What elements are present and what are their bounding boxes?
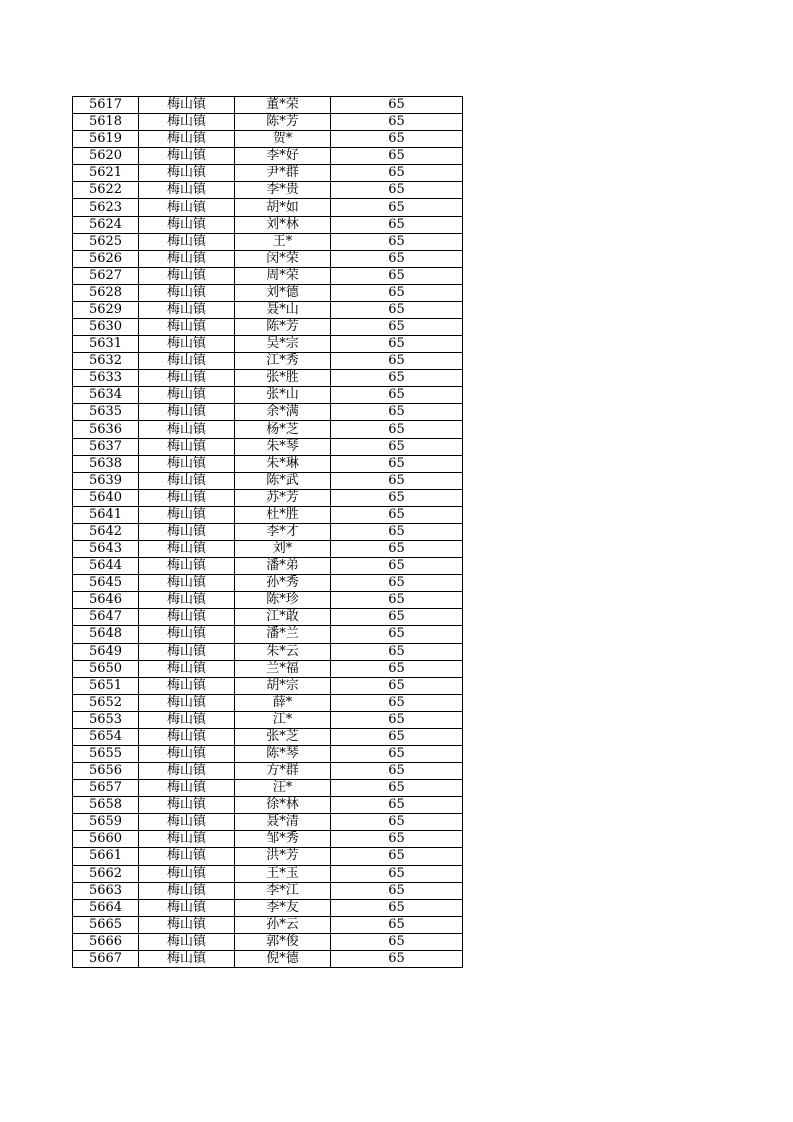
row-id-cell: 5638	[73, 455, 139, 472]
row-town-cell: 梅山镇	[139, 950, 235, 967]
row-town-cell: 梅山镇	[139, 301, 235, 318]
row-id-cell: 5637	[73, 438, 139, 455]
row-amount-cell: 65	[331, 728, 463, 745]
row-amount-cell: 65	[331, 97, 463, 114]
row-amount-cell: 65	[331, 301, 463, 318]
row-name-cell: 陈*芳	[235, 114, 331, 131]
table-row	[73, 933, 463, 950]
row-amount-cell: 65	[331, 421, 463, 438]
row-name-cell: 吴*宗	[235, 336, 331, 353]
table-row	[73, 182, 463, 199]
row-town-cell: 梅山镇	[139, 336, 235, 353]
table-row	[73, 643, 463, 660]
row-id-cell: 5644	[73, 558, 139, 575]
table-row	[73, 728, 463, 745]
row-id-cell: 5664	[73, 899, 139, 916]
row-id-cell: 5642	[73, 523, 139, 540]
table-row	[73, 592, 463, 609]
row-id-cell: 5631	[73, 336, 139, 353]
row-town-cell: 梅山镇	[139, 882, 235, 899]
row-name-cell: 苏*芳	[235, 489, 331, 506]
row-name-cell: 聂*山	[235, 301, 331, 318]
table-row	[73, 404, 463, 421]
row-amount-cell: 65	[331, 899, 463, 916]
table-row	[73, 370, 463, 387]
row-id-cell: 5651	[73, 677, 139, 694]
row-id-cell: 5626	[73, 250, 139, 267]
row-name-cell: 孙*云	[235, 916, 331, 933]
row-name-cell: 刘*德	[235, 284, 331, 301]
table-row	[73, 626, 463, 643]
row-id-cell: 5667	[73, 950, 139, 967]
row-id-cell: 5635	[73, 404, 139, 421]
row-amount-cell: 65	[331, 626, 463, 643]
row-amount-cell: 65	[331, 882, 463, 899]
table-row	[73, 916, 463, 933]
row-town-cell: 梅山镇	[139, 233, 235, 250]
row-town-cell: 梅山镇	[139, 319, 235, 336]
row-amount-cell: 65	[331, 182, 463, 199]
row-name-cell: 闵*荣	[235, 250, 331, 267]
table-row	[73, 763, 463, 780]
row-name-cell: 刘*林	[235, 216, 331, 233]
row-name-cell: 王*	[235, 233, 331, 250]
row-id-cell: 5648	[73, 626, 139, 643]
row-amount-cell: 65	[331, 865, 463, 882]
row-name-cell: 李*贵	[235, 182, 331, 199]
row-town-cell: 梅山镇	[139, 404, 235, 421]
row-name-cell: 聂*清	[235, 814, 331, 831]
table-row	[73, 558, 463, 575]
row-town-cell: 梅山镇	[139, 592, 235, 609]
row-id-cell: 5650	[73, 660, 139, 677]
row-town-cell: 梅山镇	[139, 814, 235, 831]
row-town-cell: 梅山镇	[139, 353, 235, 370]
row-town-cell: 梅山镇	[139, 541, 235, 558]
row-amount-cell: 65	[331, 848, 463, 865]
row-name-cell: 贺*	[235, 131, 331, 148]
row-name-cell: 胡*如	[235, 199, 331, 216]
row-town-cell: 梅山镇	[139, 370, 235, 387]
table-row	[73, 694, 463, 711]
row-id-cell: 5624	[73, 216, 139, 233]
table-row	[73, 677, 463, 694]
row-name-cell: 兰*福	[235, 660, 331, 677]
row-amount-cell: 65	[331, 763, 463, 780]
row-id-cell: 5619	[73, 131, 139, 148]
table-row	[73, 131, 463, 148]
row-amount-cell: 65	[331, 694, 463, 711]
row-amount-cell: 65	[331, 831, 463, 848]
table-row	[73, 831, 463, 848]
row-name-cell: 张*芝	[235, 728, 331, 745]
row-name-cell: 王*玉	[235, 865, 331, 882]
row-amount-cell: 65	[331, 592, 463, 609]
row-town-cell: 梅山镇	[139, 182, 235, 199]
row-amount-cell: 65	[331, 797, 463, 814]
row-amount-cell: 65	[331, 114, 463, 131]
row-id-cell: 5649	[73, 643, 139, 660]
row-id-cell: 5663	[73, 882, 139, 899]
row-name-cell: 李*江	[235, 882, 331, 899]
row-id-cell: 5647	[73, 609, 139, 626]
row-town-cell: 梅山镇	[139, 865, 235, 882]
table-row	[73, 250, 463, 267]
table-row	[73, 199, 463, 216]
row-id-cell: 5634	[73, 387, 139, 404]
row-id-cell: 5645	[73, 575, 139, 592]
row-id-cell: 5643	[73, 541, 139, 558]
row-id-cell: 5629	[73, 301, 139, 318]
row-amount-cell: 65	[331, 558, 463, 575]
row-id-cell: 5661	[73, 848, 139, 865]
row-id-cell: 5653	[73, 711, 139, 728]
row-name-cell: 潘*弟	[235, 558, 331, 575]
row-amount-cell: 65	[331, 284, 463, 301]
row-amount-cell: 65	[331, 643, 463, 660]
row-town-cell: 梅山镇	[139, 506, 235, 523]
row-name-cell: 陈*琴	[235, 745, 331, 762]
row-id-cell: 5640	[73, 489, 139, 506]
row-id-cell: 5618	[73, 114, 139, 131]
roster-table-body	[73, 97, 463, 968]
row-amount-cell: 65	[331, 233, 463, 250]
table-row	[73, 489, 463, 506]
row-town-cell: 梅山镇	[139, 933, 235, 950]
row-town-cell: 梅山镇	[139, 421, 235, 438]
table-row	[73, 114, 463, 131]
row-amount-cell: 65	[331, 404, 463, 421]
table-row	[73, 319, 463, 336]
row-town-cell: 梅山镇	[139, 694, 235, 711]
row-id-cell: 5666	[73, 933, 139, 950]
row-town-cell: 梅山镇	[139, 455, 235, 472]
row-id-cell: 5620	[73, 148, 139, 165]
row-amount-cell: 65	[331, 438, 463, 455]
row-id-cell: 5657	[73, 780, 139, 797]
row-town-cell: 梅山镇	[139, 558, 235, 575]
table-row	[73, 148, 463, 165]
row-name-cell: 胡*宗	[235, 677, 331, 694]
table-row	[73, 301, 463, 318]
table-row	[73, 660, 463, 677]
row-town-cell: 梅山镇	[139, 660, 235, 677]
table-row	[73, 387, 463, 404]
row-town-cell: 梅山镇	[139, 284, 235, 301]
row-name-cell: 汪*	[235, 780, 331, 797]
row-name-cell: 倪*德	[235, 950, 331, 967]
row-name-cell: 江*	[235, 711, 331, 728]
row-id-cell: 5646	[73, 592, 139, 609]
row-amount-cell: 65	[331, 148, 463, 165]
row-town-cell: 梅山镇	[139, 472, 235, 489]
table-row	[73, 353, 463, 370]
row-town-cell: 梅山镇	[139, 899, 235, 916]
table-row	[73, 848, 463, 865]
row-amount-cell: 65	[331, 387, 463, 404]
row-name-cell: 孙*秀	[235, 575, 331, 592]
row-town-cell: 梅山镇	[139, 267, 235, 284]
table-row	[73, 216, 463, 233]
table-row	[73, 711, 463, 728]
table-row	[73, 882, 463, 899]
row-name-cell: 朱*琳	[235, 455, 331, 472]
row-town-cell: 梅山镇	[139, 797, 235, 814]
row-name-cell: 李*才	[235, 523, 331, 540]
row-amount-cell: 65	[331, 455, 463, 472]
row-amount-cell: 65	[331, 814, 463, 831]
row-name-cell: 洪*芳	[235, 848, 331, 865]
row-amount-cell: 65	[331, 472, 463, 489]
row-town-cell: 梅山镇	[139, 165, 235, 182]
table-row	[73, 797, 463, 814]
row-name-cell: 薛*	[235, 694, 331, 711]
table-row	[73, 745, 463, 762]
row-amount-cell: 65	[331, 780, 463, 797]
row-town-cell: 梅山镇	[139, 387, 235, 404]
table-row	[73, 899, 463, 916]
row-name-cell: 朱*琴	[235, 438, 331, 455]
row-amount-cell: 65	[331, 319, 463, 336]
roster-table	[72, 96, 463, 968]
row-id-cell: 5660	[73, 831, 139, 848]
row-name-cell: 潘*兰	[235, 626, 331, 643]
row-id-cell: 5662	[73, 865, 139, 882]
row-name-cell: 江*秀	[235, 353, 331, 370]
row-name-cell: 江*敢	[235, 609, 331, 626]
row-id-cell: 5623	[73, 199, 139, 216]
row-amount-cell: 65	[331, 660, 463, 677]
table-row	[73, 575, 463, 592]
table-row	[73, 165, 463, 182]
row-town-cell: 梅山镇	[139, 626, 235, 643]
row-town-cell: 梅山镇	[139, 763, 235, 780]
row-amount-cell: 65	[331, 370, 463, 387]
row-amount-cell: 65	[331, 950, 463, 967]
row-town-cell: 梅山镇	[139, 677, 235, 694]
table-row	[73, 284, 463, 301]
row-town-cell: 梅山镇	[139, 148, 235, 165]
table-row	[73, 865, 463, 882]
row-name-cell: 陈*珍	[235, 592, 331, 609]
row-town-cell: 梅山镇	[139, 199, 235, 216]
row-id-cell: 5665	[73, 916, 139, 933]
table-row	[73, 421, 463, 438]
table-row	[73, 438, 463, 455]
row-amount-cell: 65	[331, 933, 463, 950]
table-row	[73, 472, 463, 489]
row-name-cell: 杨*芝	[235, 421, 331, 438]
table-row	[73, 267, 463, 284]
row-name-cell: 张*胜	[235, 370, 331, 387]
row-amount-cell: 65	[331, 336, 463, 353]
row-amount-cell: 65	[331, 711, 463, 728]
row-town-cell: 梅山镇	[139, 848, 235, 865]
row-town-cell: 梅山镇	[139, 489, 235, 506]
table-row	[73, 336, 463, 353]
row-town-cell: 梅山镇	[139, 728, 235, 745]
row-amount-cell: 65	[331, 216, 463, 233]
row-id-cell: 5628	[73, 284, 139, 301]
row-amount-cell: 65	[331, 523, 463, 540]
row-town-cell: 梅山镇	[139, 916, 235, 933]
row-name-cell: 张*山	[235, 387, 331, 404]
row-name-cell: 周*荣	[235, 267, 331, 284]
row-id-cell: 5627	[73, 267, 139, 284]
row-town-cell: 梅山镇	[139, 438, 235, 455]
row-id-cell: 5655	[73, 745, 139, 762]
table-row	[73, 780, 463, 797]
row-amount-cell: 65	[331, 353, 463, 370]
row-amount-cell: 65	[331, 199, 463, 216]
row-name-cell: 方*群	[235, 763, 331, 780]
row-name-cell: 邹*秀	[235, 831, 331, 848]
table-row	[73, 541, 463, 558]
row-name-cell: 陈*武	[235, 472, 331, 489]
row-town-cell: 梅山镇	[139, 523, 235, 540]
row-id-cell: 5632	[73, 353, 139, 370]
row-id-cell: 5633	[73, 370, 139, 387]
table-row	[73, 233, 463, 250]
row-town-cell: 梅山镇	[139, 831, 235, 848]
row-name-cell: 尹*群	[235, 165, 331, 182]
row-name-cell: 董*荣	[235, 97, 331, 114]
row-name-cell: 李*友	[235, 899, 331, 916]
table-row	[73, 609, 463, 626]
table-row	[73, 523, 463, 540]
row-town-cell: 梅山镇	[139, 643, 235, 660]
row-town-cell: 梅山镇	[139, 97, 235, 114]
row-id-cell: 5622	[73, 182, 139, 199]
row-amount-cell: 65	[331, 916, 463, 933]
row-id-cell: 5652	[73, 694, 139, 711]
row-amount-cell: 65	[331, 575, 463, 592]
table-row	[73, 506, 463, 523]
row-town-cell: 梅山镇	[139, 575, 235, 592]
row-name-cell: 徐*林	[235, 797, 331, 814]
row-id-cell: 5659	[73, 814, 139, 831]
row-town-cell: 梅山镇	[139, 745, 235, 762]
row-town-cell: 梅山镇	[139, 250, 235, 267]
row-town-cell: 梅山镇	[139, 780, 235, 797]
row-name-cell: 刘*	[235, 541, 331, 558]
row-town-cell: 梅山镇	[139, 114, 235, 131]
row-amount-cell: 65	[331, 165, 463, 182]
row-name-cell: 李*好	[235, 148, 331, 165]
row-town-cell: 梅山镇	[139, 711, 235, 728]
row-name-cell: 郭*俊	[235, 933, 331, 950]
row-amount-cell: 65	[331, 609, 463, 626]
row-amount-cell: 65	[331, 489, 463, 506]
row-amount-cell: 65	[331, 506, 463, 523]
row-amount-cell: 65	[331, 267, 463, 284]
row-town-cell: 梅山镇	[139, 131, 235, 148]
table-row	[73, 97, 463, 114]
row-amount-cell: 65	[331, 677, 463, 694]
row-amount-cell: 65	[331, 131, 463, 148]
table-row	[73, 814, 463, 831]
row-id-cell: 5654	[73, 728, 139, 745]
row-id-cell: 5636	[73, 421, 139, 438]
row-id-cell: 5656	[73, 763, 139, 780]
row-amount-cell: 65	[331, 250, 463, 267]
row-id-cell: 5639	[73, 472, 139, 489]
row-id-cell: 5658	[73, 797, 139, 814]
row-id-cell: 5617	[73, 97, 139, 114]
row-name-cell: 陈*芳	[235, 319, 331, 336]
row-id-cell: 5630	[73, 319, 139, 336]
row-id-cell: 5625	[73, 233, 139, 250]
table-row	[73, 950, 463, 967]
row-name-cell: 朱*云	[235, 643, 331, 660]
row-id-cell: 5621	[73, 165, 139, 182]
row-amount-cell: 65	[331, 745, 463, 762]
row-name-cell: 余*满	[235, 404, 331, 421]
table-row	[73, 455, 463, 472]
row-id-cell: 5641	[73, 506, 139, 523]
row-name-cell: 杜*胜	[235, 506, 331, 523]
row-town-cell: 梅山镇	[139, 609, 235, 626]
row-amount-cell: 65	[331, 541, 463, 558]
row-town-cell: 梅山镇	[139, 216, 235, 233]
